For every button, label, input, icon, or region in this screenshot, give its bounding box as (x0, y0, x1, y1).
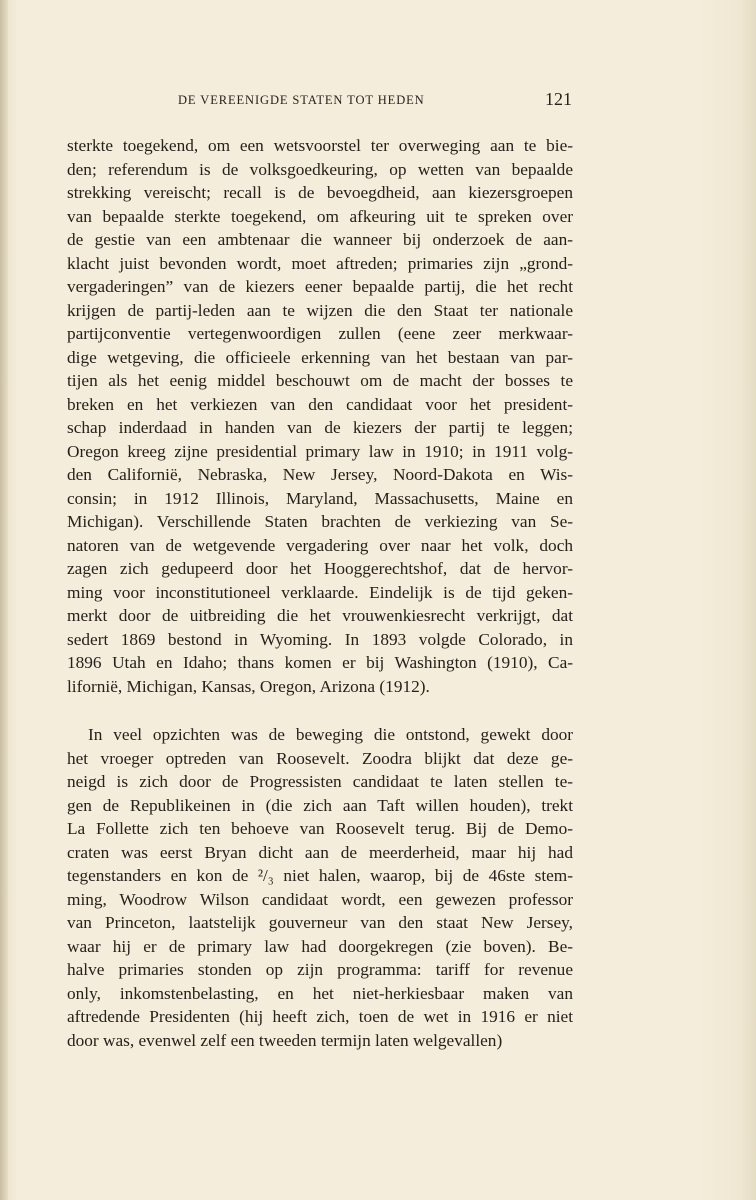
text-line: sedert 1869 bestond in Wyoming. In 1893 volgde Colorado, in (67, 629, 573, 649)
running-head: DE VEREENIGDE STATEN TOT HEDEN (178, 93, 425, 107)
page-number: 121 (545, 89, 572, 109)
text-line: Michigan). Verschillende Staten brachten de verkiezing van Se- (67, 512, 573, 531)
text-line: van bepaalde sterkte toegekend, om afkeuring uit te spreken over (67, 206, 573, 226)
text-line: only, inkomstenbelasting, en het niet-herkiesbaar maken van (67, 983, 573, 1003)
text-line: craten was eerst Bryan dicht aan de meerderheid, maar hij had (67, 842, 573, 862)
text-line: de gestie van een ambtenaar die wanneer bij onderzoek de aan- (67, 230, 573, 249)
text-line: het vroeger optreden van Roosevelt. Zoodra blijkt dat deze ge- (67, 748, 573, 768)
text-line: In veel opzichten was de beweging die ontstond, gewekt door (88, 725, 573, 744)
text-line: lifornië, Michigan, Kansas, Oregon, Arizona (1912). (67, 676, 430, 696)
text-line: klacht juist bevonden wordt, moet aftreden; primaries zijn „grond- (67, 253, 573, 273)
body-text (67, 134, 573, 1052)
text-line: van Princeton, laatstelijk gouverneur van den staat New Jersey, (67, 913, 573, 932)
text-line: consin; in 1912 Illinois, Maryland, Massachusetts, Maine en (67, 488, 573, 508)
text-line: door was, evenwel zelf een tweeden termijn laten welgevallen) (67, 1030, 503, 1050)
text-line: strekking vereischt; recall is de bevoegdheid, aan kiezersgroepen (67, 183, 573, 202)
text-line: dige wetgeving, die officieele erkenning van het bestaan van par- (67, 347, 573, 367)
text-line: aftredende Presidenten (hij heeft zich, toen de wet in 1916 er niet (67, 1007, 573, 1026)
text-line: tijen als het eenig middel beschouwt om de macht der bosses te (67, 371, 573, 390)
text-line: schap inderdaad in handen van de kiezers der partij te leggen; (67, 418, 573, 437)
text-line: tegenstanders en kon de ²/₃ niet halen, waarop, bij de 46ste stem- (67, 866, 573, 885)
paragraph-1 (67, 134, 573, 698)
text-line: krijgen de partij-leden aan te wijzen die den Staat ter nationale (67, 300, 573, 320)
text-line: den; referendum is de volksgoedkeuring, op wetten van bepaalde (67, 159, 573, 179)
paragraph-spacer (67, 698, 573, 723)
text-line: natoren van de wetgevende vergadering over naar het volk, doch (67, 535, 573, 555)
paragraph-2 (67, 723, 573, 1052)
text-line: breken en het verkiezen van den candidaat voor het president- (67, 394, 573, 414)
text-line: neigd is zich door de Progressisten candidaat te laten stellen te- (67, 772, 573, 791)
text-line: gen de Republikeinen in (die zich aan Taft willen houden), trekt (67, 795, 573, 815)
text-line: ming voor inconstitutioneel verklaarde. Eindelijk is de tijd geken- (67, 582, 573, 602)
text-line: ming, Woodrow Wilson candidaat wordt, een gewezen professor (67, 889, 573, 909)
text-line: Oregon kreeg zijne presidential primary law in 1910; in 1911 volg- (67, 441, 573, 461)
text-line: halve primaries stonden op zijn programma: tariff for revenue (67, 960, 573, 979)
text-line: waar hij er de primary law had doorgekregen (zie boven). Be- (67, 936, 573, 956)
text-line: merkt door de uitbreiding die het vrouwenkiesrecht verkrijgt, dat (67, 606, 573, 625)
text-line: zagen zich gedupeerd door het Hooggerechtshof, dat de hervor- (67, 559, 573, 578)
text-line: den Californië, Nebraska, New Jersey, Noord-Dakota en Wis- (67, 465, 573, 484)
text-line: vergaderingen” van de kiezers eener bepaalde partij, die het recht (67, 277, 573, 296)
text-line: partijconventie vertegenwoordigen zullen (eene zeer merkwaar- (67, 324, 573, 343)
text-line: 1896 Utah en Idaho; thans komen er bij Washington (1910), Ca- (67, 653, 573, 672)
page-gutter (0, 0, 8, 1200)
text-line: La Follette zich ten behoeve van Roosevelt terug. Bij de Demo- (67, 819, 573, 838)
text-line: sterkte toegekend, om een wetsvoorstel ter overweging aan te bie- (67, 136, 573, 155)
page-header (178, 89, 572, 115)
